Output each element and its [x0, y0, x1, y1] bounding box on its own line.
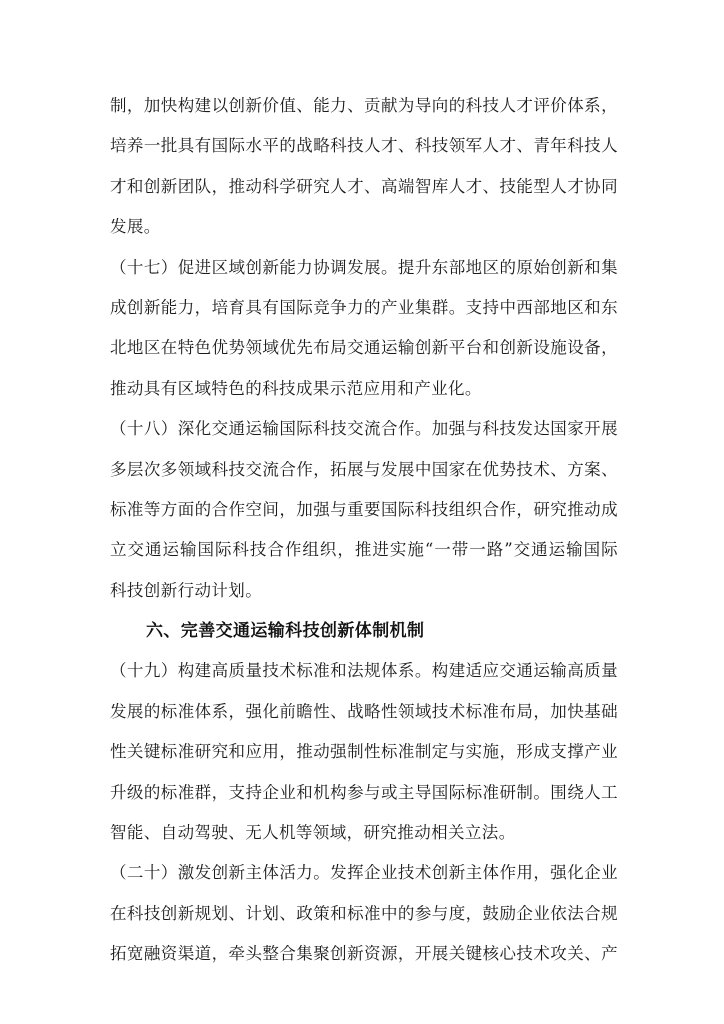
text-line: 制，加快构建以创新价值、能力、贡献为导向的科技人才评价体系，	[110, 96, 618, 115]
text-line: （十八）深化交通运输国际科技交流合作。加强与科技发达国家开展	[110, 419, 618, 439]
text-line: 性关键标准研究和应用，推动强制性标准制定与实施，形成支撑产业	[110, 742, 618, 762]
text-line: 培养一批具有国际水平的战略科技人才、科技领军人才、青年科技人	[110, 136, 618, 156]
section-heading: 六、完善交通运输科技创新体制机制	[146, 621, 425, 642]
text-line: （十九）构建高质量技术标准和法规体系。构建适应交通运输高质量	[110, 661, 618, 681]
text-line: （十七）促进区域创新能力协调发展。提升东部地区的原始创新和集	[110, 257, 618, 277]
text-line: 科技创新行动计划。	[110, 580, 263, 600]
text-line: 北地区在特色优势领域优先布局交通运输创新平台和创新设施设备，	[110, 338, 618, 358]
text-line: （二十）激发创新主体活力。发挥企业技术创新主体作用，强化企业	[110, 863, 618, 883]
text-line: 成创新能力，培育具有国际竞争力的产业集群。支持中西部地区和东	[110, 297, 618, 317]
text-line: 才和创新团队，推动科学研究人才、高端智库人才、技能型人才协同	[110, 176, 618, 196]
document-body	[110, 86, 618, 975]
text-line: 发展。	[110, 217, 161, 237]
text-line: 升级的标准群，支持企业和机构参与或主导国际标准研制。围绕人工	[110, 782, 618, 802]
text-line: 标准等方面的合作空间，加强与重要国际科技组织合作，研究推动成	[110, 499, 618, 519]
text-line: 立交通运输国际科技合作组织，推进实施“一带一路”交通运输国际	[110, 540, 618, 560]
text-line: 拓宽融资渠道，牵头整合集聚创新资源，开展关键核心技术攻关、产	[110, 944, 618, 964]
text-line: 发展的标准体系，强化前瞻性、战略性领域技术标准布局，加快基础	[110, 701, 618, 721]
text-line: 多层次多领域科技交流合作，拓展与发展中国家在优势技术、方案、	[110, 459, 618, 479]
text-line: 智能、自动驾驶、无人机等领域，研究推动相关立法。	[110, 823, 516, 843]
text-line: 在科技创新规划、计划、政策和标准中的参与度，鼓励企业依法合规	[110, 903, 618, 923]
text-line: 推动具有区域特色的科技成果示范应用和产业化。	[110, 378, 482, 398]
